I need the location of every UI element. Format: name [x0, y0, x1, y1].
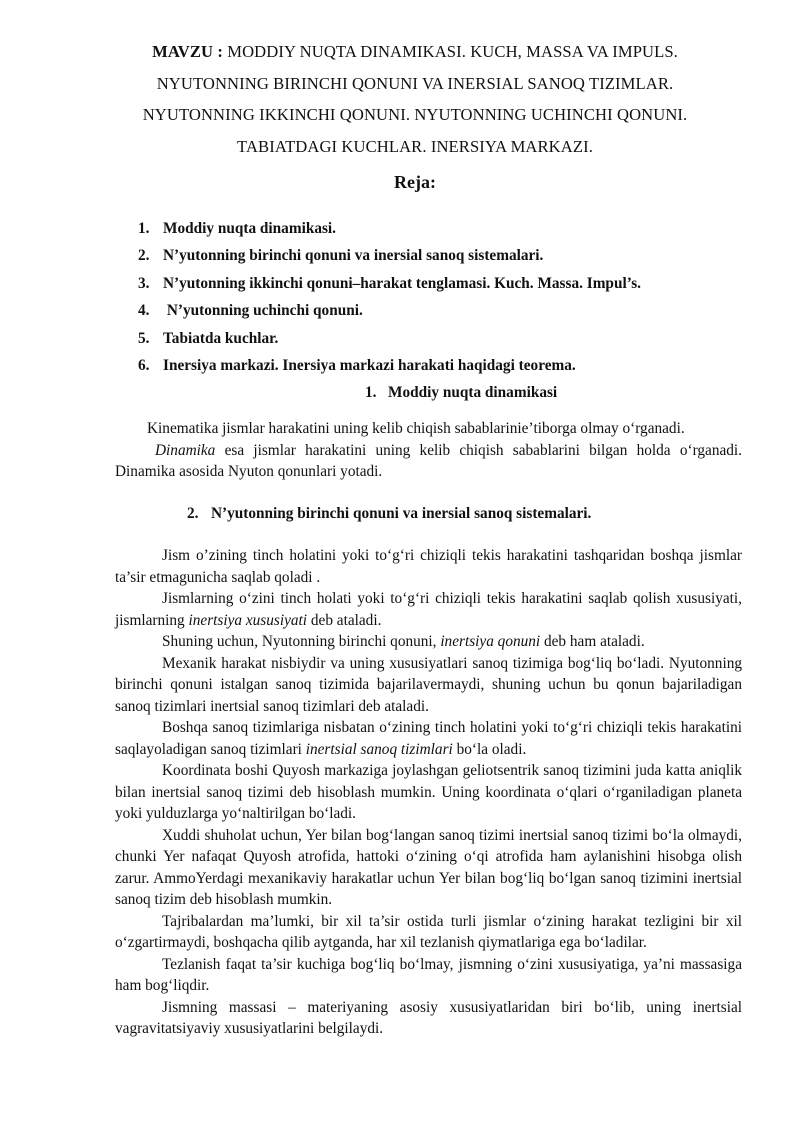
term-dinamika: Dinamika — [155, 441, 216, 459]
section-2-heading — [187, 505, 591, 523]
plan-item-text: Tabiatda kuchlar. — [163, 329, 279, 347]
term-inertsiya-xususiyati: inertsiya xususiyati — [188, 611, 308, 629]
section-2-number: 2. — [187, 505, 199, 522]
term-inertsiya-qonuni: inertsiya qonuni — [440, 633, 541, 650]
section-2-title: N’yutonning birinchi qonuni va inersial sanoq sistemalari. — [211, 505, 592, 522]
plan-item-text: N’yutonning uchinchi qonuni. — [166, 302, 363, 320]
plan-item-number: 6. — [138, 356, 150, 374]
paragraph: Tajribalardan ma’lumki, bir xil ta’sir ostida turli jismlar o‘zining harakat tezligini bir xil o‘zgartirmaydi, boshqacha qilib aytganda, har xil tezlanish qiymatlariga ega bo‘ladilar. — [115, 912, 742, 951]
paragraph: Mexanik harakat nisbiydir va uning xususiyatlari sanoq tizimiga bog‘liq bo‘ladi. Nyutonning birinchi qonuni istalgan sanoq tizimida bajarilavermaydi, shuning uchun bu qonun bajariladigan sanoq tizimlari inertsial sanoq tizimlari deb ataladi. — [115, 654, 742, 715]
title-line-3: NYUTONNING IKKINCHI QONUNI. NYUTONNING UCHINCHI QONUNI. — [142, 105, 688, 124]
paragraph — [115, 631, 742, 653]
plan-item-text: Inersiya markazi. Inersiya markazi harakati haqidagi teorema. — [163, 356, 576, 374]
document-title — [100, 36, 730, 162]
plan-item-number: 2. — [138, 247, 150, 265]
title-line-2: NYUTONNING BIRINCHI QONUNI VA INERSIAL SANOQ TIZIMLAR. — [156, 73, 674, 93]
plan-item-text: N’yutonning ikkinchi qonuni–harakat tenglamasi. Kuch. Massa. Impul’s. — [163, 274, 642, 292]
paragraph: Koordinata boshi Quyosh markaziga joylashgan geliotsentrik sanoq tizimini juda katta aniqlik bilan inertsial sanoq tizimi deb hisoblash mumkin. Uning koordinata o‘qlari o‘rganiladigan planeta yoki yulduzlarga yo‘naltirilgan bo‘ladi. — [115, 762, 742, 822]
title-line-1 — [100, 36, 730, 68]
paragraph: Xuddi shuholat uchun, Yer bilan bog‘langan sanoq tizimi inertsial sanoq tizimi bo‘la olmaydi, chunki Yer nafaqat Quyosh atrofida, hattoki o‘zining o‘qi atrofida ham aylanishini hisobga olish zarur. AmmoYerdagi mexanikaviy harakatlar uchun Yer bilan bog‘liq bo‘lgan sanoq tizimini inertsial sanoq tizim deb hisoblash mumkin. — [115, 826, 742, 908]
section-1-body — [115, 418, 742, 483]
section-2-body — [115, 545, 742, 1040]
plan-item — [138, 297, 641, 324]
plan-item-number: 5. — [138, 329, 150, 347]
title-line-1-text: MODDIY NUQTA DINAMIKASI. KUCH, MASSA VA IMPULS. — [227, 42, 678, 61]
plan-item — [138, 242, 641, 269]
section-1-paragraph-1: Kinematika jismlar harakatini uning kelib chiqish sabablariniе’tiborga olmay o‘rganadi. — [147, 420, 685, 437]
paragraph — [115, 717, 742, 760]
title-line-4: TABIATDAGI KUCHLAR. INERSIYA MARKAZI. — [237, 136, 593, 156]
term-inertsial-sanoq-tizimlari: inertsial sanoq tizimlari — [305, 740, 453, 758]
section-1-number: 1. — [365, 384, 377, 401]
plan-item-text: N’yutonning birinchi qonuni va inersial sanoq sistemalari. — [163, 247, 544, 265]
plan-item-text: Moddiy nuqta dinamikasi. — [163, 220, 337, 237]
section-1-heading — [365, 384, 557, 402]
paragraph: Jismning massasi – materiyaning asosiy xususiyatlaridan biri bo‘lib, uning inertsial vagravitatsiyaviy xususiyatlarini belgilaydi. — [115, 998, 742, 1037]
plan-item — [138, 325, 641, 352]
plan-item-number: 4. — [138, 302, 150, 320]
paragraph-text: Shuning uchun, Nyutonning birinchi qonuni, — [162, 633, 441, 650]
paragraph-text: deb ataladi. — [307, 611, 382, 629]
plan-list — [138, 215, 641, 379]
plan-item — [138, 352, 641, 379]
plan-item-number: 3. — [138, 274, 150, 292]
paragraph-text: bo‘la oladi. — [452, 740, 527, 758]
plan-heading: Reja: — [394, 172, 436, 192]
section-1-paragraph-2-text: esa jismlar harakatini uning kelib chiqish sabablarini bilgan holda o‘rganadi. Dinamika asosida Nyuton qonunlari yotadi. — [115, 441, 742, 480]
title-prefix: MAVZU : — [152, 42, 223, 61]
plan-item — [138, 215, 641, 242]
section-1-paragraph-2 — [115, 440, 742, 483]
plan-item — [138, 270, 641, 297]
paragraph-text: deb ham ataladi. — [540, 633, 645, 650]
paragraph-text: Jismlarning o‘zini tinch holati yoki to‘g‘ri chiziqli tekis harakatini saqlab qolish xususiyati, jismlarning — [115, 590, 742, 629]
plan-item-number: 1. — [138, 220, 150, 237]
paragraph-text: Boshqa sanoq tizimlariga nisbatan o‘zining tinch holatini yoki to‘g‘ri chiziqli tekis harakatini saqlayoladigan sanoq tizimlari — [115, 719, 742, 758]
paragraph: Tezlanish faqat ta’sir kuchiga bog‘liq bo‘lmay, jismning o‘zini xususiyatiga, ya’ni massasiga ham bog‘liqdir. — [115, 955, 742, 994]
paragraph: Jism o’zining tinch holatini yoki to‘g‘ri chiziqli tekis harakatini tashqaridan boshqa jismlar ta’sir etmagunicha saqlab qoladi . — [115, 547, 742, 586]
section-1-title: Moddiy nuqta dinamikasi — [388, 384, 558, 401]
paragraph — [115, 588, 742, 631]
